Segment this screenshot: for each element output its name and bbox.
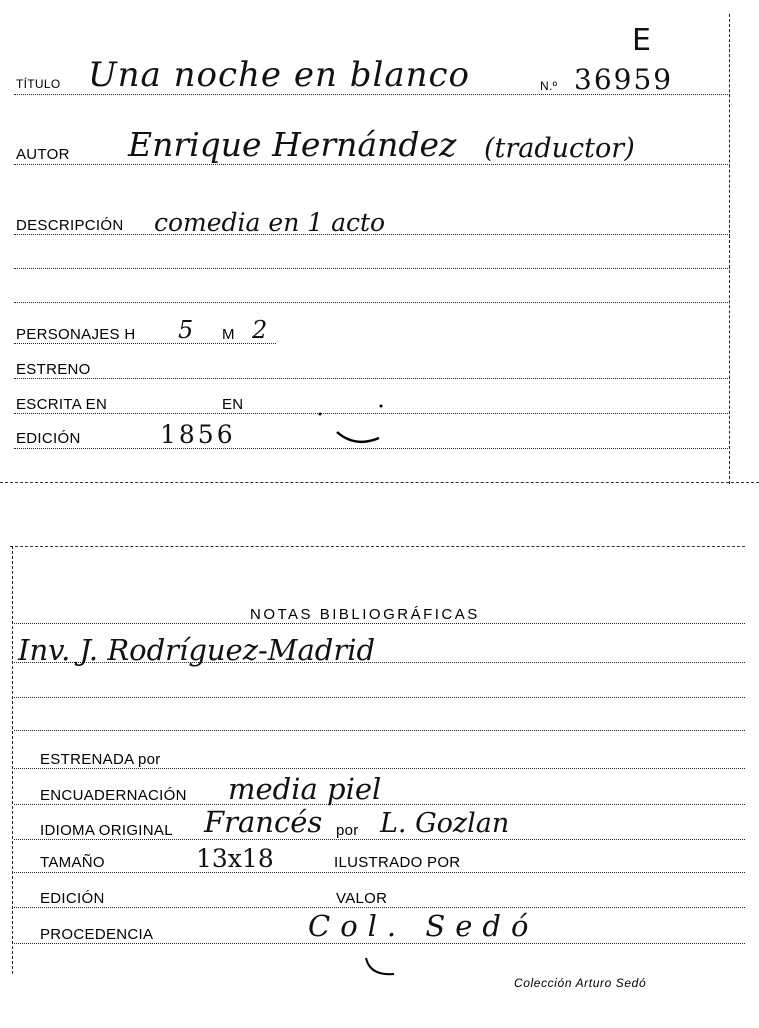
punch-hole-mark-bottom [360,918,430,988]
personajes-h-value: 5 [178,316,194,344]
notas-rule-3 [14,697,745,698]
autor-rule [14,164,730,165]
idioma-label: IDIOMA ORIGINAL [40,822,173,839]
edicion-value: 1856 [160,420,236,449]
tamano-rule [14,872,745,873]
procedencia-label: PROCEDENCIA [40,926,154,943]
tamano-label: TAMAÑO [40,854,105,871]
procedencia-value: Col. Sedó [308,909,539,943]
valor-label: VALOR [336,890,388,907]
card-top-edge [10,546,745,547]
descripcion-rule-2 [14,268,730,269]
idioma-value: Francés [204,805,323,839]
collection-stamp: Colección Arturo Sedó [514,976,647,990]
estreno-rule [14,378,730,379]
personajes-label: PERSONAJES H [16,326,136,343]
titulo-label: TÍTULO [16,77,61,91]
personajes-m-label: M [222,326,235,343]
en-label: EN [222,396,244,413]
descripcion-label: DESCRIPCIÓN [16,217,124,234]
tamano-value: 13x18 [196,844,274,873]
idioma-rule [14,839,745,840]
notas-rule-4 [14,730,745,731]
edicion-label: EDICIÓN [16,430,81,447]
corner-letter: E [632,23,651,58]
descripcion-value: comedia en 1 acto [154,208,386,237]
card-bottom-edge [0,482,759,483]
autor-role: (traductor) [484,133,635,164]
idioma-por-label: por [336,822,359,839]
encuadernacion-rule [14,804,745,805]
autor-value: Enrique Hernández [128,125,457,164]
numero-value: 36959 [574,63,674,96]
notas-heading: NOTAS BIBLIOGRÁFICAS [250,606,480,623]
edicion-bottom-label: EDICIÓN [40,890,105,907]
descripcion-rule [14,234,730,235]
card-left-edge [12,546,13,974]
estrenada-rule [14,768,745,769]
notas-rule [14,623,745,624]
descripcion-rule-3 [14,302,730,303]
punch-hole-mark [315,402,395,452]
idioma-por-value: L. Gozlan [380,808,510,839]
titulo-rule [14,94,730,95]
ilustrado-label: ILUSTRADO POR [334,854,461,871]
personajes-rule [14,343,276,344]
personajes-m-value: 2 [252,316,268,344]
edicion-bottom-rule [14,907,745,908]
encuadernacion-label: ENCUADERNACIÓN [40,787,187,804]
notas-rule-2 [14,662,745,663]
autor-label: AUTOR [16,146,70,163]
estreno-label: ESTRENO [16,361,91,378]
titulo-value: Una noche en blanco [88,55,471,95]
notas-value: Inv. J. Rodríguez-Madrid [18,633,376,667]
escrita-en-label: ESCRITA EN [16,396,108,413]
encuadernacion-value: media piel [228,772,382,806]
estrenada-label: ESTRENADA por [40,751,161,768]
numero-label: N.º [540,79,558,93]
